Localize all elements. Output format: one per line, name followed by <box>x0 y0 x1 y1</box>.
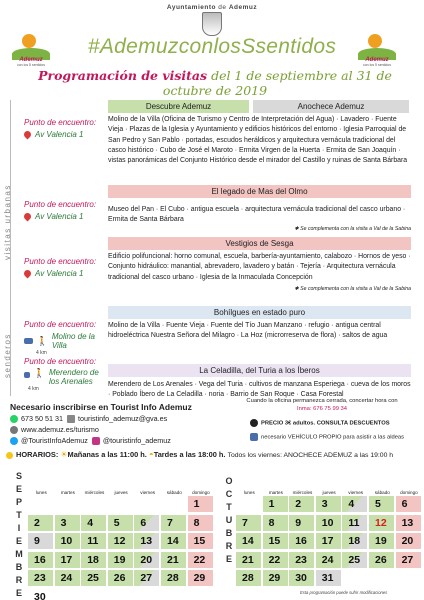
calendar-day: 19 <box>108 552 133 568</box>
calendar-september <box>28 460 218 600</box>
ayuntamiento-header <box>0 4 424 11</box>
route-title-bohiligues: Bohílgues en estado puro <box>108 306 411 319</box>
route-title-anochece: Anochece Ademuz <box>253 100 409 113</box>
day-header-sábado: sábado <box>374 490 390 495</box>
calendar-october <box>236 460 424 600</box>
hiker-icon: 🚶 <box>33 368 45 378</box>
distance-label: 4 km <box>36 350 47 356</box>
month-letter: E <box>225 554 232 564</box>
calendar-day: 27 <box>396 552 421 568</box>
calendar-day: 20 <box>396 533 421 549</box>
calendar-day: 3 <box>316 496 341 512</box>
month-vertical-letters <box>222 475 236 566</box>
inma-phone: Inma: 676 75 99 34 <box>297 406 347 412</box>
month-letter: T <box>16 510 22 520</box>
calendar-day: 18 <box>342 533 367 549</box>
route-note-legado: ✱ Se complementa con la visita a Val de la Sabina <box>294 226 411 232</box>
map-pin-icon <box>23 269 33 279</box>
month-letter: P <box>15 497 22 507</box>
day-header-domingo: domingo <box>192 490 210 495</box>
hiker-icon: 🚶 <box>36 335 48 346</box>
calendar-day: 13 <box>134 533 159 549</box>
calendar-day: 3 <box>55 515 80 531</box>
day-header-viernes: viernes <box>348 490 364 495</box>
calendar-day: 26 <box>369 552 394 568</box>
calendar-day: 21 <box>161 552 186 568</box>
day-header-martes: martes <box>60 490 75 495</box>
meeting-point-location: Av Valencia 1 <box>35 269 84 278</box>
month-letter: U <box>225 515 233 525</box>
logo-text: Ademuz <box>365 57 389 63</box>
website[interactable]: www.ademuz.es/turismo <box>21 425 99 435</box>
calendar-day: 25 <box>81 570 106 586</box>
calendar-day: 11 <box>81 533 106 549</box>
ademuz-word: Ademuz <box>228 4 258 11</box>
calendar-day: 10 <box>55 533 80 549</box>
month-vertical-letters <box>12 470 26 600</box>
clock-icon <box>6 452 13 459</box>
calendar-day: 14 <box>161 533 186 549</box>
day-header-sábado: sábado <box>166 490 182 495</box>
car-icon <box>24 338 33 344</box>
calendar-day: 16 <box>28 552 53 568</box>
contact-row-3 <box>10 436 240 445</box>
meeting-point-location: Av Valencia 1 <box>35 212 84 221</box>
meeting-point-location: Av Valencia 1 <box>35 130 84 139</box>
calendar-day: 6 <box>134 515 159 531</box>
logo-sub: con los 5 sentidos <box>362 63 392 67</box>
month-letter: R <box>15 575 23 585</box>
calendar-day: 24 <box>316 552 341 568</box>
calendar-day: 5 <box>108 515 133 531</box>
calendar-day: 20 <box>134 552 159 568</box>
date-range: del 1 de septiembre al 31 de octubre de 2019 <box>162 68 392 98</box>
calendar-day: 4 <box>342 496 367 512</box>
map-pin-icon <box>23 130 33 140</box>
sun-icon: ☀ <box>60 450 68 459</box>
calendar-day: 22 <box>263 552 288 568</box>
day-header-miércoles: miércoles <box>84 490 105 495</box>
calendar-day: 17 <box>316 533 341 549</box>
meeting-point-5 <box>24 357 104 392</box>
route-title-legado: El legado de Mas del Olmo <box>108 185 411 198</box>
route-text-celadilla: Merendero de Los Arenales · Vega del Turia · cultivos de manzana Esperiega · cueva de los moros · Poblado Íbero de La Celadilla · noria · Barrio de San Roque · Casa Forestal <box>108 381 411 399</box>
calendar-day: 29 <box>263 570 288 586</box>
month-letter: E <box>15 484 22 494</box>
calendar-day: 24 <box>55 570 80 586</box>
price-text: PRECIO 3€ adultos. CONSULTA DESCUENTOS <box>261 420 390 427</box>
meeting-point-title: Punto de encuentro: <box>24 200 97 209</box>
hours-fridays: Todos los viernes: ANOCHECE ADEMUZ a las 19:00 h <box>227 452 394 459</box>
calendar-day: 12 <box>369 515 394 531</box>
calendar-day: 2 <box>289 496 314 512</box>
route-note-sesga: ✱ Se complementa con la visita a Val de la Sabina <box>294 286 411 292</box>
coat-of-arms-icon <box>202 12 222 36</box>
logo-sub: con los 5 sentidos <box>16 63 46 67</box>
calendar-day: 1 <box>188 496 213 512</box>
calendar-day: 31 <box>316 570 341 586</box>
calendar-day: 16 <box>289 533 314 549</box>
calendar-day: 19 <box>369 533 394 549</box>
month-letter: I <box>17 523 21 533</box>
calendar-day: 25 <box>342 552 367 568</box>
calendar-day: 2 <box>28 515 53 531</box>
meeting-point-4 <box>24 320 104 356</box>
note-text: Se complementa con la visita a Val de la Sabina <box>300 226 411 232</box>
route-text-sesga: Edificio polifuncional: horno comunal, escuela, barbería-ayuntamiento, calabozo · Hornos de yeso · Conjunto hidráulico: manantial, abrevadero, lavadero y batán · Tejería · Arquitectura vernácula tradicional del casco urbano · Iglesia de la Inmaculada Concepción <box>108 253 411 281</box>
route-title-celadilla: La Celadilla, del Turia a los Íberos <box>108 364 411 377</box>
email-icon <box>67 415 75 423</box>
month-letter: S <box>15 471 22 481</box>
month-letter: T <box>226 502 232 512</box>
price-row <box>250 419 410 427</box>
calendar-day: 10 <box>316 515 341 531</box>
calendar-day: 28 <box>236 570 261 586</box>
calendar-day: 7 <box>161 515 186 531</box>
euro-icon <box>250 419 258 427</box>
calendar-day: 21 <box>236 552 261 568</box>
day-header-jueves: jueves <box>114 490 128 495</box>
meeting-point-location: Molino de la Villa <box>51 332 95 350</box>
calendar-note: Esta programación puede sufrir modificaciones <box>300 590 388 595</box>
hours-row <box>6 450 420 459</box>
month-letter: M <box>15 549 23 559</box>
instagram-icon <box>92 437 100 445</box>
vehicle-row <box>250 433 420 441</box>
month-letter: C <box>225 489 233 499</box>
ademuz-logo-left <box>10 32 52 68</box>
day-header-jueves: jueves <box>322 490 336 495</box>
meeting-point-title: Punto de encuentro: <box>24 320 97 329</box>
calendar-day: 18 <box>81 552 106 568</box>
day-header-martes: martes <box>268 490 283 495</box>
day-header-lunes: lunes <box>35 490 47 495</box>
day-header-lunes: lunes <box>243 490 255 495</box>
program-title <box>20 68 410 98</box>
phone[interactable]: 673 50 51 31 <box>21 414 63 423</box>
calendar-day: 26 <box>108 570 133 586</box>
hours-label: HORARIOS: <box>16 450 59 459</box>
calendar-day: 27 <box>134 570 159 586</box>
route-title-descubre: Descubre Ademuz <box>108 100 249 113</box>
twitter-handle[interactable]: @TouristInfoAdemuz <box>21 436 88 446</box>
calendar-day: 8 <box>263 515 288 531</box>
month-label-october <box>222 475 236 575</box>
side-label-senderos: senderos <box>3 333 12 378</box>
month-letter: R <box>225 541 233 551</box>
contact-heading: Necesario inscribirse en Tourist Info Ademuz <box>10 402 192 412</box>
meeting-point-2 <box>24 200 102 221</box>
car-icon <box>24 372 30 378</box>
calendar-day: 5 <box>369 496 394 512</box>
contact-row-1 <box>10 414 240 423</box>
calendar-day: 29 <box>188 570 213 586</box>
calendar-day: 23 <box>28 570 53 586</box>
hours-mornings: Mañanas a las 11:00 h. <box>67 450 147 459</box>
month-letter: O <box>225 476 233 486</box>
route-title-sesga: Vestigios de Sesga <box>108 237 411 250</box>
calendar-day: 22 <box>188 552 213 568</box>
contact-block <box>10 402 240 445</box>
meeting-point-3 <box>24 257 102 278</box>
calendar-day: 30 <box>34 590 46 600</box>
month-letter: E <box>15 588 22 598</box>
note-text: Se complementa con la visita a Val de la Sabina <box>300 286 411 292</box>
calendar-day: 6 <box>396 496 421 512</box>
closed-note: Cuando la oficina permanezca cerrada, concertar hora con <box>246 398 398 404</box>
calendar-day: 9 <box>289 515 314 531</box>
web-icon <box>10 426 18 434</box>
day-header-domingo: domingo <box>400 490 418 495</box>
day-header-miércoles: miércoles <box>292 490 313 495</box>
meeting-point-title: Punto de encuentro: <box>24 257 97 266</box>
month-label-september <box>12 470 26 598</box>
day-header-viernes: viernes <box>140 490 156 495</box>
month-letter: E <box>15 536 22 546</box>
calendar-day: 8 <box>188 515 213 531</box>
calendar-day: 23 <box>289 552 314 568</box>
calendar-day: 12 <box>108 533 133 549</box>
route-text-descubre: Molino de la Villa (Oficina de Turismo y Centro de Interpretación del Agua) · Lavadero · Fuente Vieja · Plazas de la Iglesia y Ayuntamiento y edificios históricos del entorno · Iglesia Parroquial de San Pedro y San Pablo · portadas, escudos heráldicos y arquitectura vernácula tradicional del casco histórico · Cubo de José el Maroto · Ermita Virgen de la Huerta · Ermita de San Joaquín · vistas panorámicas del Conjunto Histórico desde el mirador del Castillo y ruinas de Santa Bárbara <box>108 116 408 165</box>
instagram-handle[interactable]: @touristinfo_ademuz <box>102 436 171 446</box>
whatsapp-icon <box>10 415 18 423</box>
ayuntamiento-word: Ayuntamiento <box>166 4 216 11</box>
calendar-day: 15 <box>188 533 213 549</box>
vehicle-text: necesario VEHÍCULO PROPIO para asistir a las aldeas <box>261 434 405 441</box>
calendar-day: 7 <box>236 515 261 531</box>
route-text-legado: Museo del Pan · El Cubo · antigua escuela · arquitectura vernácula tradicional del casco urbano · Ermita de Santa Bárbara <box>108 206 406 224</box>
month-letter: B <box>225 528 233 538</box>
logo-text: Ademuz <box>19 57 43 63</box>
hours-afternoons: Tardes a las 18:00 h. <box>153 450 226 459</box>
calendar-day: 30 <box>289 570 314 586</box>
month-letter: B <box>15 562 23 572</box>
calendar-day: 14 <box>236 533 261 549</box>
calendar-day: 4 <box>81 515 106 531</box>
calendar-day: 11 <box>342 515 367 531</box>
route-text-bohiligues: Molino de la Villa · Fuente Vieja · Fuente del Tío Juan Manzano · refugio · antigua central hidroeléctrica Nuestra Señora del Milagro · La Hoz (microrreserva de flora) · saltos de agua <box>108 322 388 340</box>
meeting-point-location: Merendero de los Arenales <box>48 368 99 386</box>
meeting-point-title: Punto de encuentro: <box>24 118 97 127</box>
car-icon <box>250 433 258 441</box>
hashtag-title: #AdemuzconlosSsentidos <box>87 35 337 58</box>
email[interactable]: touristinfo_ademuz@gva.es <box>77 414 168 423</box>
distance-label: 4 km <box>28 386 39 392</box>
calendar-day: 17 <box>55 552 80 568</box>
map-pin-icon <box>23 212 33 222</box>
de-word: de <box>218 4 227 11</box>
meeting-point-title: Punto de encuentro: <box>24 357 97 366</box>
calendar-day: 15 <box>263 533 288 549</box>
twitter-icon <box>10 437 18 445</box>
meeting-point-1 <box>24 118 102 139</box>
contact-row-2 <box>10 425 240 434</box>
sunset-icon: ◓ <box>148 450 154 459</box>
side-label-urbanas: visitas urbanas <box>3 184 12 260</box>
programacion-label: Programación de visitas <box>38 68 208 83</box>
calendar-day: 28 <box>161 570 186 586</box>
calendar-day: 9 <box>28 533 53 549</box>
calendar-day: 13 <box>396 515 421 531</box>
calendar-day: 1 <box>263 496 288 512</box>
